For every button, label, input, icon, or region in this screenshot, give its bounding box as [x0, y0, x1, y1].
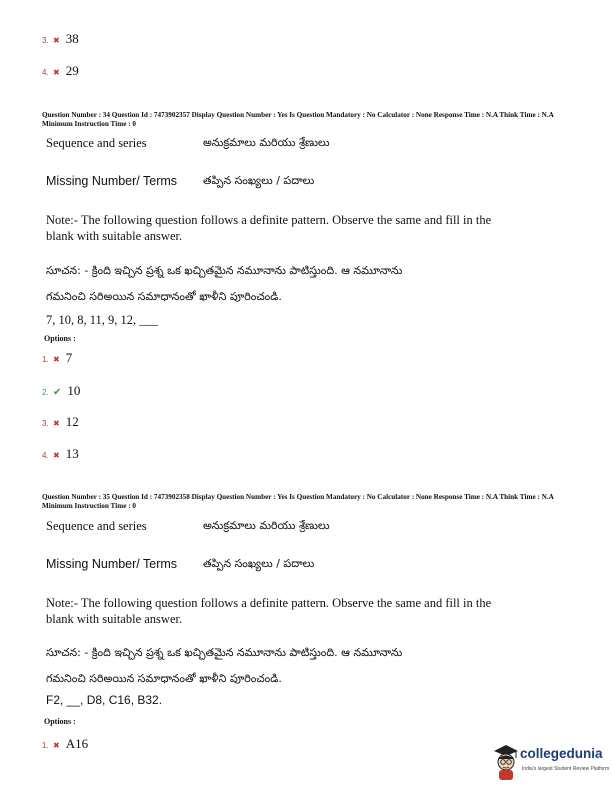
mascot-icon: [492, 742, 520, 782]
options-label: Options :: [44, 334, 76, 343]
option-value: 29: [65, 63, 79, 78]
option-number: 1.: [42, 741, 49, 750]
question-header: Question Number : 35 Question Id : 7473902358 Display Question Number : Yes Is Question Mandatory : No Calculator : None Response Time : N.A Think Time : N.A Minimum Instruction Time : 0: [42, 493, 554, 510]
option-number: 1.: [42, 355, 49, 364]
logo-name: collegedunia: [520, 746, 603, 761]
note-english: Note:- The following question follows a definite pattern. Observe the same and fill in the blank with suitable answer.: [46, 596, 492, 626]
wrong-mark-icon: ✖: [53, 68, 60, 77]
option-number: 4.: [42, 68, 49, 77]
option-row: [42, 446, 79, 462]
option-number: 2.: [42, 388, 49, 397]
note-telugu-line: సూచన: - క్రింది ఇచ్చిన ప్రశ్న ఒక ఖచ్చితమైన నమూనాను పాటిస్తుంది. ఆ నమూనాను: [46, 646, 403, 659]
option-value: 10: [67, 383, 81, 398]
topic-telugu: అనుక్రమాలు మరియు శ్రేణులు: [203, 136, 330, 149]
subtopic-row: [46, 557, 315, 571]
option-row: [42, 414, 79, 430]
option-value: A16: [65, 736, 89, 751]
wrong-mark-icon: ✖: [53, 36, 60, 45]
note-english: Note:- The following question follows a definite pattern. Observe the same and fill in the blank with suitable answer.: [46, 213, 492, 243]
question-sequence: F2, __, D8, C16, B32.: [46, 693, 163, 707]
topic-english: Sequence and series: [46, 519, 147, 533]
option-value: 12: [65, 414, 79, 429]
wrong-mark-icon: ✖: [53, 419, 60, 428]
note-telugu-line: గమనించి సరిఅయిన సమాధానంతో ఖాళీని పూరించండి.: [46, 290, 282, 303]
note-telugu-line: సూచన: - క్రింది ఇచ్చిన ప్రశ్న ఒక ఖచ్చితమైన నమూనాను పాటిస్తుంది. ఆ నమూనాను: [46, 264, 403, 277]
topic-row: [46, 136, 330, 151]
topic-telugu: అనుక్రమాలు మరియు శ్రేణులు: [203, 519, 330, 532]
note-telugu: [46, 640, 526, 692]
option-number: 4.: [42, 451, 49, 460]
option-value: 7: [65, 350, 73, 365]
subtopic-row: [46, 174, 315, 188]
option-row: [42, 736, 88, 752]
options-label: Options :: [44, 717, 76, 726]
collegedunia-logo: [492, 740, 612, 788]
question-header: Question Number : 34 Question Id : 7473902357 Display Question Number : Yes Is Question Mandatory : No Calculator : None Response Time : N.A Think Time : N.A Minimum Instruction Time : 0: [42, 111, 554, 128]
wrong-mark-icon: ✖: [53, 451, 60, 460]
option-value: 13: [65, 446, 79, 461]
option-number: 3.: [42, 36, 49, 45]
option-number: 3.: [42, 419, 49, 428]
option-row: [42, 383, 80, 399]
option-value: 38: [65, 31, 79, 46]
wrong-mark-icon: ✖: [53, 741, 60, 750]
subtopic-telugu: తప్పిన సంఖ్యలు / పదాలు: [203, 174, 315, 187]
option-row: [42, 350, 72, 366]
subtopic-english: Missing Number/ Terms: [46, 174, 178, 188]
topic-row: [46, 519, 330, 534]
subtopic-english: Missing Number/ Terms: [46, 557, 178, 571]
question-sequence: 7, 10, 8, 11, 9, 12, ___: [46, 313, 159, 327]
note-telugu: [46, 258, 526, 310]
wrong-mark-icon: ✖: [53, 355, 60, 364]
check-mark-icon: ✔: [53, 387, 62, 398]
option-row: [42, 63, 79, 79]
note-telugu-line: గమనించి సరిఅయిన సమాధానంతో ఖాళీని పూరించండి.: [46, 672, 282, 685]
subtopic-telugu: తప్పిన సంఖ్యలు / పదాలు: [203, 557, 315, 570]
option-row: [42, 31, 79, 47]
logo-tagline: India's largest Student Review Platform: [522, 766, 610, 772]
topic-english: Sequence and series: [46, 136, 147, 150]
